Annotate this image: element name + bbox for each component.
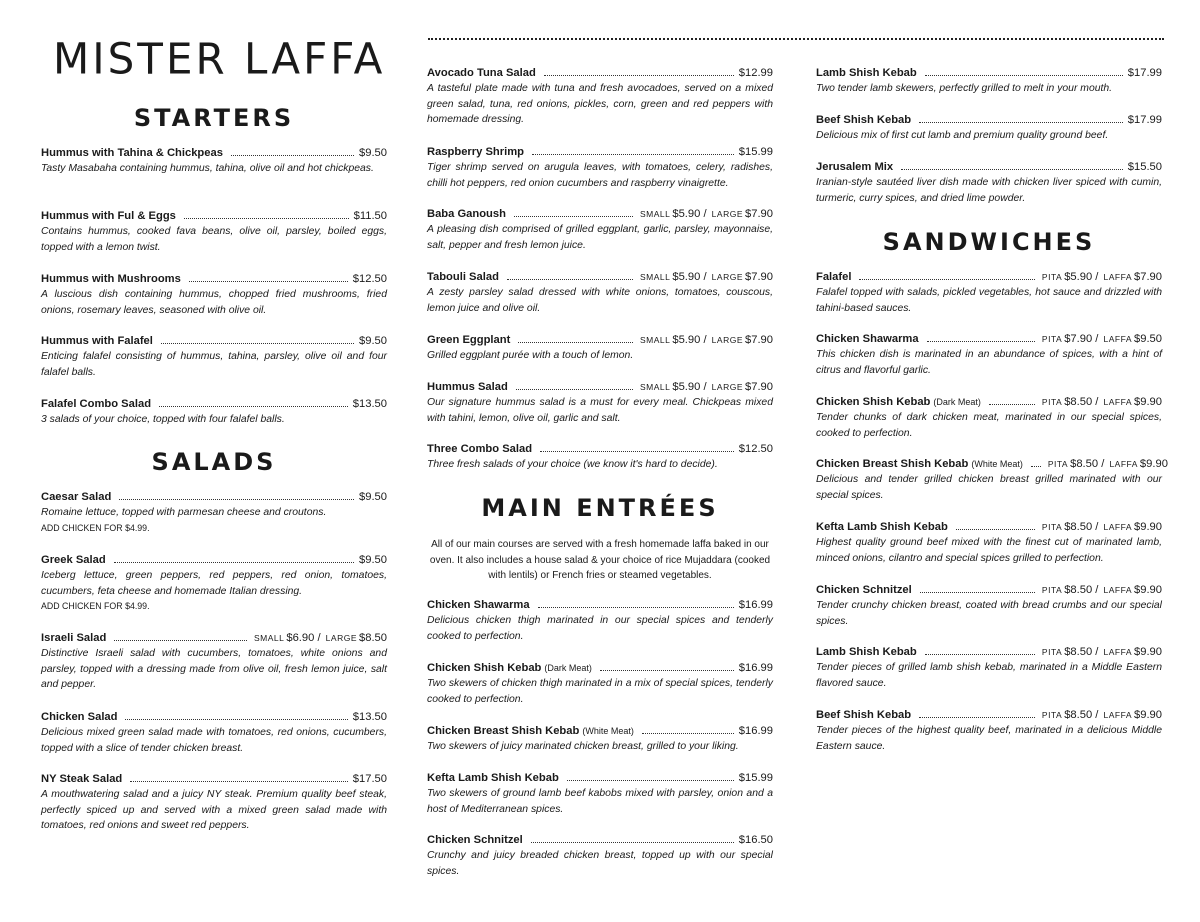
item-name: Lamb Shish Kebab <box>816 67 917 79</box>
item-price: $16.50 <box>738 834 773 846</box>
menu-item <box>816 646 1162 691</box>
item-price: SMALL $5.90 / LARGE $7.90 <box>639 271 773 283</box>
item-price: $15.50 <box>1127 161 1162 173</box>
item-name: Hummus with Mushrooms <box>41 273 181 285</box>
item-description: Iranian-style sautéed liver dish made with chicken liver spiced with cumin, turmeric, curry spices, and dried lime powder. <box>816 177 1162 204</box>
menu-item <box>816 396 1162 441</box>
menu-item <box>816 584 1162 629</box>
menu-item <box>427 772 773 817</box>
item-price: PITA $8.50 / LAFFA $9.90 <box>1041 646 1162 658</box>
item-description: Iceberg lettuce, green peppers, red peppers, red onion, tomatoes, cucumbers, feta cheese and homemade Italian dressing. <box>41 570 387 597</box>
item-name: Greek Salad <box>41 554 106 566</box>
item-description: Delicious mix of first cut lamb and premium quality ground beef. <box>816 130 1109 141</box>
item-name: Chicken Salad <box>41 711 118 723</box>
item-description: Two tender lamb skewers, perfectly grilled to melt in your mouth. <box>816 83 1113 94</box>
menu-item <box>427 381 773 426</box>
item-name: Falafel <box>816 271 852 283</box>
menu-item <box>816 161 1162 206</box>
section-title-main-entrees: MAIN ENTRÉES <box>481 494 719 522</box>
brand-logo: MISTER LAFFA <box>53 33 386 84</box>
item-price: $15.99 <box>738 146 773 158</box>
item-description: Distinctive Israeli salad with cucumbers, tomatoes, white onions and parsley, topped with a dressing made from olive oil, fresh lemon juice, salt and pepper. <box>41 648 387 691</box>
menu-item <box>816 114 1162 144</box>
item-price: $17.99 <box>1127 67 1162 79</box>
item-description: Enticing falafel consisting of hummus, tahina, parsley, olive oil and four falafel balls. <box>41 351 387 378</box>
item-description: Delicious mixed green salad made with tomatoes, red onions, cucumbers, topped with a slice of tender chicken breast. <box>41 727 387 754</box>
item-description: A pleasing dish comprised of grilled eggplant, garlic, parsley, mayonnaise, salt, pepper and fresh lemon juice. <box>427 224 773 251</box>
item-name: Lamb Shish Kebab <box>816 646 917 658</box>
item-name: Hummus with Falafel <box>41 335 153 347</box>
item-name: Chicken Schnitzel <box>816 584 912 596</box>
item-description: A tasteful plate made with tuna and fresh avocadoes, served on a mixed green salad, tuna, red onions, pickles, corn, green and red peppers with homemade dressing. <box>427 83 773 126</box>
menu-item <box>41 773 387 834</box>
menu-item <box>816 333 1162 378</box>
item-price: $16.99 <box>738 599 773 611</box>
menu-item <box>41 632 387 693</box>
item-description: Two skewers of chicken thigh marinated in a mix of special spices, tenderly cooked to perfection. <box>427 678 773 705</box>
menu-item <box>427 146 773 191</box>
menu-item <box>816 67 1162 97</box>
item-description: Tasty Masabaha containing hummus, tahina, olive oil and hot chickpeas. <box>41 163 374 174</box>
item-name: Raspberry Shrimp <box>427 146 524 158</box>
menu-item <box>427 271 773 316</box>
item-description: A mouthwatering salad and a juicy NY steak. Premium quality beef steak, perfectly spiced up and served with a mixed green salad made with tomatoes, red onions and sweet red peppers. <box>41 789 387 832</box>
item-name: Chicken Shawarma <box>427 599 530 611</box>
item-price: PITA $8.50 / LAFFA $9.90 <box>1041 584 1162 596</box>
item-price: $9.50 <box>359 554 387 566</box>
item-price: $9.50 <box>359 147 387 159</box>
item-description: Falafel topped with salads, pickled vegetables, hot sauce and drizzled with tahini-based sauces. <box>816 287 1162 314</box>
menu-item <box>427 725 773 755</box>
item-price: PITA $8.50 / LAFFA $9.90 <box>1041 709 1162 721</box>
item-name: Chicken Schnitzel <box>427 834 523 846</box>
item-name: Tabouli Salad <box>427 271 499 283</box>
item-description: This chicken dish is marinated in an abundance of spices, with a hint of citrus and flavorful garlic. <box>816 349 1162 376</box>
item-description: Two skewers of ground lamb beef kabobs mixed with parsley, onion and a host of Mediterranean spices. <box>427 788 773 815</box>
item-addon: ADD CHICKEN FOR $4.99. <box>41 601 150 612</box>
item-name: NY Steak Salad <box>41 773 123 785</box>
item-name: Chicken Shish Kebab (Dark Meat) <box>427 662 592 674</box>
item-description: 3 salads of your choice, topped with four falafel balls. <box>41 414 285 425</box>
item-price: $12.50 <box>738 443 773 455</box>
item-price: $12.99 <box>738 67 773 79</box>
item-price: PITA $8.50 / LAFFA $9.90 <box>1041 396 1162 408</box>
item-price: SMALL $5.90 / LARGE $7.90 <box>639 381 773 393</box>
item-price: SMALL $5.90 / LARGE $7.90 <box>639 208 773 220</box>
item-price: $9.50 <box>359 335 387 347</box>
item-description: Contains hummus, cooked fava beans, olive oil, parsley, boiled eggs, topped with a lemon twist. <box>41 226 387 253</box>
item-description: Tender chunks of dark chicken meat, marinated in our special spices, cooked to perfection. <box>816 412 1162 439</box>
menu-item <box>41 147 387 177</box>
item-price: $11.50 <box>353 210 387 222</box>
menu-item <box>427 67 773 128</box>
menu-item <box>427 662 773 707</box>
item-name: Hummus Salad <box>427 381 508 393</box>
item-description: Two skewers of juicy marinated chicken breast, grilled to your liking. <box>427 741 739 752</box>
menu-item <box>427 443 773 473</box>
item-name: Falafel Combo Salad <box>41 398 152 410</box>
item-description: Our signature hummus salad is a must for every meal. Chickpeas mixed with tahini, lemon, olive oil, garlic and salt. <box>427 397 773 424</box>
item-price: $15.99 <box>738 772 773 784</box>
item-price: $17.50 <box>352 773 387 785</box>
item-price: PITA $8.50 / LAFFA $9.90 <box>1047 458 1168 470</box>
menu-item <box>816 271 1162 316</box>
item-price: $17.99 <box>1127 114 1162 126</box>
item-description: A zesty parsley salad dressed with white onions, tomatoes, couscous, lemon juice and olive oil. <box>427 287 773 314</box>
item-price: $16.99 <box>738 725 773 737</box>
menu-item <box>41 210 387 255</box>
item-name: Beef Shish Kebab <box>816 114 912 126</box>
item-price: PITA $5.90 / LAFFA $7.90 <box>1041 271 1162 283</box>
item-name: Jerusalem Mix <box>816 161 894 173</box>
item-name: Chicken Breast Shish Kebab (White Meat) <box>816 458 1023 470</box>
item-price: $13.50 <box>352 711 387 723</box>
item-name: Chicken Shawarma <box>816 333 919 345</box>
item-name: Baba Ganoush <box>427 208 506 220</box>
item-name: Kefta Lamb Shish Kebab <box>816 521 948 533</box>
menu-item <box>41 335 387 380</box>
menu-item <box>41 491 387 533</box>
item-description: A luscious dish containing hummus, chopped fried mushrooms, fried onions, rosemary leaves, seasoned with olive oil. <box>41 289 387 316</box>
item-name: Green Eggplant <box>427 334 511 346</box>
item-price: $13.50 <box>352 398 387 410</box>
item-description: Tender pieces of grilled lamb shish kebab, marinated in a Middle Eastern flavored sauce. <box>816 662 1162 689</box>
item-price: SMALL $6.90 / LARGE $8.50 <box>253 632 387 644</box>
item-name: Chicken Shish Kebab (Dark Meat) <box>816 396 981 408</box>
item-name: Caesar Salad <box>41 491 112 503</box>
mains-intro: All of our main courses are served with a fresh homemade laffa baked in our oven. It also includes a house salad & your choice of rice Mujaddara (cooked with lentils) or French fries or steamed vegetables. <box>429 539 771 582</box>
menu-item <box>427 599 773 644</box>
item-description: Delicious chicken thigh marinated in our special spices and tenderly cooked to perfection. <box>427 615 773 642</box>
item-addon: ADD CHICKEN FOR $4.99. <box>41 522 150 533</box>
item-description: Crunchy and juicy breaded chicken breast, topped up with our special spices. <box>427 850 773 877</box>
item-name: Israeli Salad <box>41 632 107 644</box>
menu-item <box>41 711 387 756</box>
menu-item <box>427 834 773 879</box>
item-name: Hummus with Ful & Eggs <box>41 210 176 222</box>
section-title-salads: SALADS <box>151 448 277 476</box>
menu-item <box>816 458 1168 503</box>
menu-item <box>427 208 773 253</box>
item-description: Delicious and tender grilled chicken breast grilled marinated with our special spices. <box>816 474 1162 501</box>
section-title-starters: STARTERS <box>133 104 295 132</box>
item-name: Beef Shish Kebab <box>816 709 912 721</box>
item-description: Tender crunchy chicken breast, coated with bread crumbs and our special spices. <box>816 600 1162 627</box>
item-price: PITA $8.50 / LAFFA $9.90 <box>1041 521 1162 533</box>
item-price: $9.50 <box>359 491 387 503</box>
item-name: Kefta Lamb Shish Kebab <box>427 772 559 784</box>
item-name: Three Combo Salad <box>427 443 533 455</box>
item-price: PITA $7.90 / LAFFA $9.50 <box>1041 333 1162 345</box>
menu-item <box>427 334 773 364</box>
menu-item <box>41 554 387 611</box>
item-price: $16.99 <box>738 662 773 674</box>
item-description: Romaine lettuce, topped with parmesan cheese and croutons. <box>41 507 327 518</box>
menu-item <box>816 521 1162 566</box>
item-description: Highest quality ground beef mixed with the finest cut of marinated lamb, minced onions, cilantro and special spices grilled to perfection. <box>816 537 1162 564</box>
top-dotted-divider <box>428 38 1164 40</box>
item-description: Tiger shrimp served on arugula leaves, with tomatoes, celery, radishes, chilli hot peppers, red onion cucumbers and raspberry vinaigrette. <box>427 162 773 189</box>
item-description: Tender pieces of the highest quality beef, marinated in a delicious Middle Eastern sauce. <box>816 725 1162 752</box>
item-name: Chicken Breast Shish Kebab (White Meat) <box>427 725 634 737</box>
item-price: SMALL $5.90 / LARGE $7.90 <box>639 334 773 346</box>
menu-item <box>41 273 387 318</box>
item-description: Three fresh salads of your choice (we know it's hard to decide). <box>427 459 718 470</box>
menu-item <box>816 709 1162 754</box>
item-name: Hummus with Tahina & Chickpeas <box>41 147 223 159</box>
section-title-sandwiches: SANDWICHES <box>882 228 1096 256</box>
item-name: Avocado Tuna Salad <box>427 67 536 79</box>
item-price: $12.50 <box>352 273 387 285</box>
menu-item <box>41 398 387 428</box>
item-description: Grilled eggplant purée with a touch of lemon. <box>427 350 634 361</box>
